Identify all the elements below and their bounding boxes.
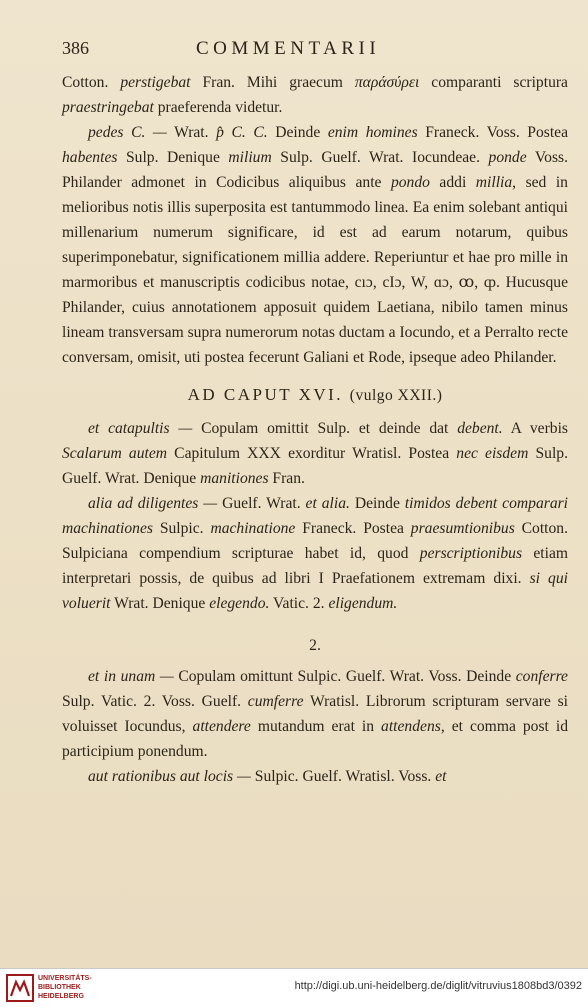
running-head: COMMENTARII <box>196 38 381 59</box>
paragraph: alia ad diligentes — Guelf. Wrat. et alia. Deinde timidos debent comparari machinationes Sulpic. machinatione Franeck. Postea praesumtionibus Cotton. Sulpiciana compendium scripturae habet id, quod perscriptionibus etiam interpretari possis, de quibus ad libri I Praefationem extremam dixi. si qui voluerit Wrat. Denique elegendo. Vatic. 2. eligendum. <box>62 495 569 612</box>
paragraph: et catapultis — Copulam omittit Sulp. et deinde dat debent. A verbis Scalarum autem Capitulum XXX exorditur Wratisl. Postea nec eisdem Sulp. Guelf. Wrat. Denique manitiones Fran. <box>62 420 568 487</box>
paragraph: et in unam — Copulam omittunt Sulpic. Guelf. Wrat. Voss. Deinde conferre Sulp. Vatic. 2. Voss. Guelf. cumferre Wratisl. Librorum scripturam servare si voluisset Iocundus, attendere mutandum erat in attendens, et comma post id participium ponendum. <box>62 668 569 760</box>
library-name: UNIVERSITÄTS- BIBLIOTHEK HEIDELBERG <box>38 975 92 1000</box>
section-number: 2. <box>309 637 321 654</box>
viewer-footer <box>0 968 588 1007</box>
page-text <box>62 70 568 789</box>
paragraph: Cotton. perstigebat Fran. Mihi graecum παράσύρει comparanti scriptura praestringebat praeferenda videtur. <box>62 74 568 116</box>
page-number: 386 <box>62 38 89 58</box>
page-header <box>62 38 558 62</box>
university-library-logo-icon <box>6 974 34 1002</box>
permalink[interactable]: http://digi.ub.uni-heidelberg.de/diglit/vitruvius1808bd3/0392 <box>294 980 582 992</box>
paragraph: pedes C. — Wrat. p̂ C. C. Deinde enim homines Franeck. Voss. Postea habentes Sulp. Denique milium Sulp. Guelf. Wrat. Iocundeae. ponde Voss. Philander admonet in Codicibus aliquibus ante pondo addi millia, sed in melioribus notis illis superposita est tantummodo linea. Ea enim solebant antiqui millenarium numerum significare, id est ad earum notarum, quibus superimponebatur, significationem millia addere. Reperiuntur et hae pro mille in marmoribus et manuscriptis codicibus notae, cıɔ, cIɔ, W, ɑɔ, ꝏ, ȹ. Hucusque Philander, cuius annotationem apposuit quidem Laetiana, nibilo tamen minus lineam transversam supra numerorum notas ductam a Iocundo, et a Perralto recte conversam, omisit, uti postea fecerunt Galiani et Rode, ipseque adeo Philander. <box>62 124 569 366</box>
section-heading: AD CAPUT XVI. (vulgo XXII.) <box>187 385 443 404</box>
paragraph: aut rationibus aut locis — Sulpic. Guelf. Wratisl. Voss. et <box>88 768 447 785</box>
